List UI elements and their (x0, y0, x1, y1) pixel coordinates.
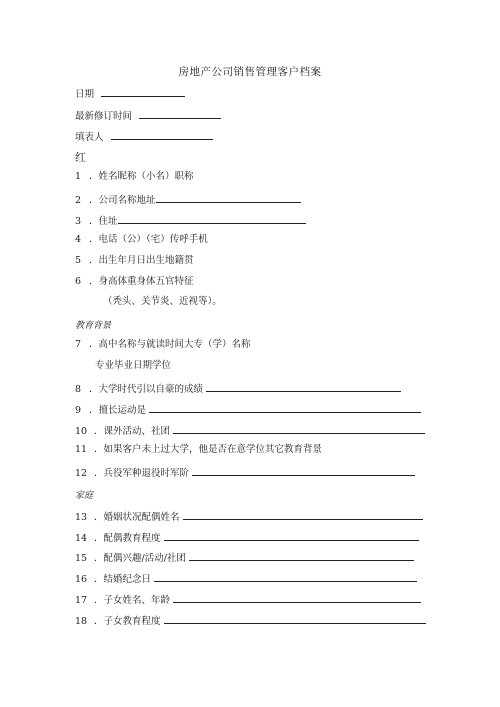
item-number: 15 (75, 553, 88, 564)
item-label: ．配偶兴趣/活动/社团 (94, 553, 186, 564)
answer-blank[interactable] (164, 613, 426, 624)
date-field-row (75, 86, 185, 101)
list-item (75, 402, 421, 417)
answer-blank[interactable] (149, 402, 421, 413)
list-item (75, 613, 426, 628)
item-number: 18 (75, 616, 88, 627)
item-label: ．兵役军种退役时军阶 (94, 468, 190, 479)
item-label: ．婚姻状况配偶姓名 (94, 512, 180, 523)
list-item (75, 276, 194, 288)
filler-blank[interactable] (111, 129, 213, 140)
item-number: 6 (75, 276, 82, 287)
item-number: 16 (75, 574, 88, 585)
item-number: 7 (75, 339, 82, 350)
list-item (75, 444, 322, 456)
list-item (75, 192, 301, 207)
item-number: 5 (75, 255, 82, 266)
list-item (75, 339, 251, 351)
item-label: ．公司名称地址 (89, 195, 156, 206)
item-number: 14 (75, 533, 88, 544)
list-item-continuation (103, 296, 222, 308)
item-label: ．出生年月日出生地籍贯 (89, 255, 194, 266)
filler-field-row (75, 129, 213, 144)
item-number: 1 (75, 171, 82, 182)
answer-blank[interactable] (118, 213, 306, 224)
item-label: ．大学时代引以自豪的成绩 (89, 384, 204, 395)
section-education: 教育背景 (75, 321, 112, 331)
list-item (75, 592, 421, 607)
answer-blank[interactable] (173, 423, 425, 434)
answer-blank[interactable] (154, 571, 417, 582)
revised-field-row (75, 108, 221, 123)
answer-blank[interactable] (189, 550, 414, 561)
item-number: 12 (75, 468, 88, 479)
list-item (75, 509, 423, 524)
date-label: 日期 (75, 89, 95, 100)
item-label: ．配偶教育程度 (94, 533, 161, 544)
item-number: 2 (75, 195, 82, 206)
list-item (75, 255, 194, 267)
revised-blank[interactable] (139, 108, 221, 119)
answer-blank[interactable] (183, 509, 423, 520)
item-label: ．子女姓名、年龄 (94, 595, 171, 606)
item-number: 10 (75, 426, 88, 437)
filler-label: 填表人 (75, 132, 104, 143)
list-item (75, 465, 415, 480)
item-number: 9 (75, 405, 82, 416)
page-title: 房地产公司销售管理客户档案 (178, 66, 322, 78)
item-label: 专业毕业日期学位 (95, 360, 172, 371)
item-label: ．住址 (89, 216, 118, 227)
list-item (75, 381, 401, 396)
item-number: 3 (75, 216, 82, 227)
answer-blank[interactable] (164, 530, 419, 541)
list-item (75, 571, 417, 586)
list-item-continuation (95, 360, 171, 372)
item-number: 13 (75, 512, 88, 523)
item-label: ．如果客户未上过大学，他是否在意学位其它教育背景 (94, 444, 323, 455)
item-number: 4 (75, 234, 82, 245)
item-label: ．高中名称与就读时间大专（学）名称 (89, 339, 251, 350)
item-number: 8 (75, 384, 82, 395)
answer-blank[interactable] (173, 592, 421, 603)
revised-label: 最新修订时间 (75, 111, 133, 122)
item-label: ．子女教育程度 (94, 616, 161, 627)
item-label: ．电话（公）（宅）传呼手机 (89, 234, 208, 245)
answer-blank[interactable] (192, 465, 415, 476)
section-personal: 红 (75, 151, 86, 164)
list-item (75, 423, 425, 438)
list-item (75, 550, 414, 565)
item-label: ．课外活动、社团 (94, 426, 171, 437)
list-item (75, 171, 194, 183)
date-blank[interactable] (101, 86, 185, 97)
item-number: 17 (75, 595, 88, 606)
list-item (75, 530, 419, 545)
item-label: ．身高体重身体五官特征 (89, 276, 194, 287)
answer-blank[interactable] (206, 381, 401, 392)
list-item (75, 234, 208, 246)
item-label: ．姓名昵称（小名）职称 (89, 171, 194, 182)
section-family: 家庭 (75, 491, 94, 501)
item-label: ．擅长运动是 (89, 405, 147, 416)
answer-blank[interactable] (156, 192, 301, 203)
item-number: 11 (75, 444, 88, 455)
item-label: ．结婚纪念日 (94, 574, 152, 585)
item-label: （秃头、关节炎、近视等）。 (103, 296, 222, 307)
list-item (75, 213, 306, 228)
